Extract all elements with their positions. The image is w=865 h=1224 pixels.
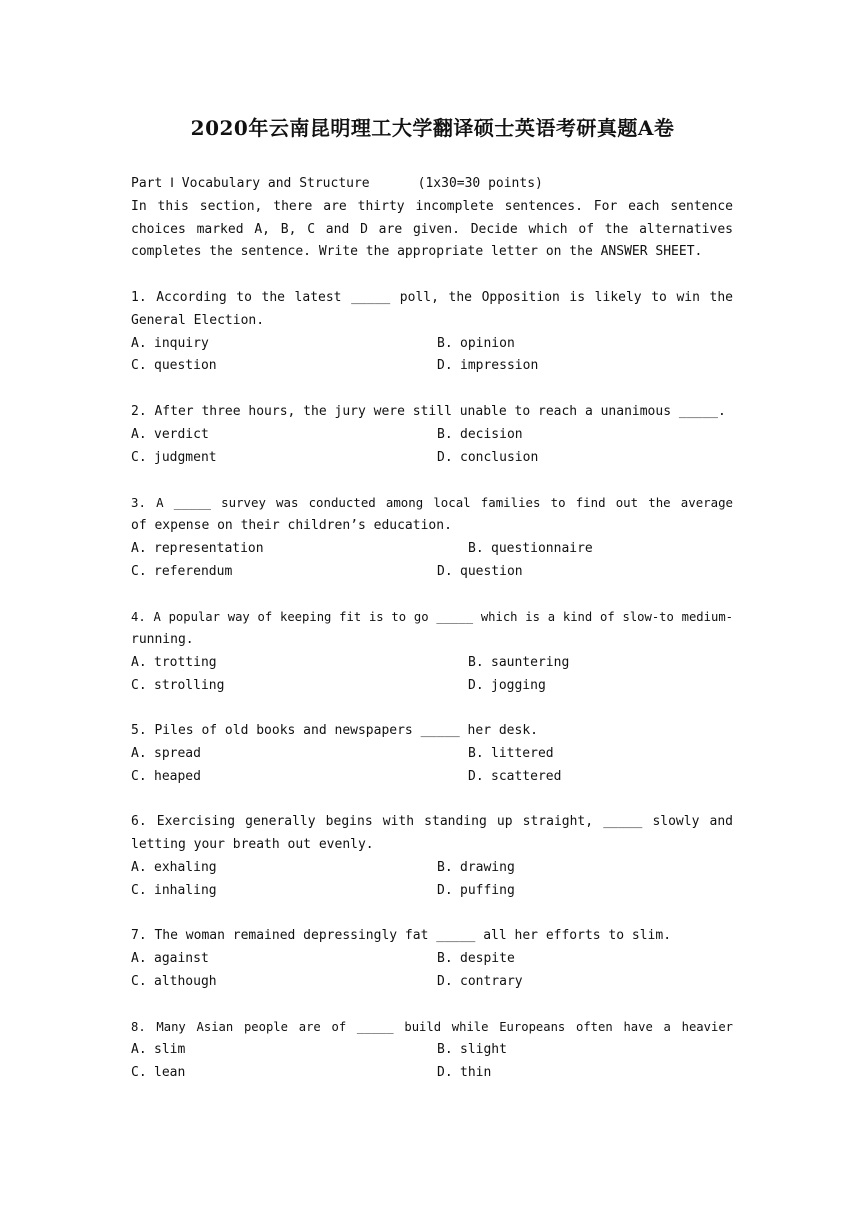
question-options — [131, 743, 733, 789]
question-8 — [131, 1016, 733, 1084]
option-c: C. referendum — [131, 563, 233, 579]
part-heading-line — [131, 173, 733, 196]
question-options — [131, 948, 733, 994]
question-options — [131, 333, 733, 379]
option-d: D. thin — [437, 1065, 492, 1081]
question-options — [131, 1039, 733, 1085]
question-text: 6. Exercising generally begins with standing up straight, _____ slowly and — [131, 814, 733, 830]
option-a: A. spread — [131, 745, 201, 761]
option-b: B. decision — [437, 426, 523, 442]
question-text: running. — [131, 631, 194, 647]
exam-content — [131, 173, 733, 1085]
question-1 — [131, 287, 733, 378]
question-text: 8. Many Asian people are of _____ build while Europeans often have a heavier — [131, 1020, 733, 1035]
option-a: A. verdict — [131, 426, 209, 442]
question-4 — [131, 606, 733, 697]
question-5 — [131, 720, 733, 788]
question-2 — [131, 401, 733, 469]
question-options — [131, 857, 733, 903]
option-b: B. sauntering — [468, 654, 570, 670]
option-c: C. although — [131, 973, 217, 989]
option-c: C. strolling — [131, 677, 225, 693]
question-3 — [131, 492, 733, 583]
option-d: D. scattered — [468, 768, 562, 784]
question-text: of expense on their children’s education. — [131, 517, 452, 533]
option-b: B. opinion — [437, 335, 515, 351]
instruction-line: In this section, there are thirty incomplete sentences. For each sentence — [131, 198, 733, 214]
page-title: 2020年云南昆明理工大学翻译硕士英语考研真题A卷 — [190, 116, 675, 140]
option-d: D. conclusion — [437, 449, 539, 465]
option-b: B. questionnaire — [468, 540, 593, 556]
part-points: (1x30=30 points) — [417, 176, 543, 191]
option-c: C. inhaling — [131, 882, 217, 898]
question-text: 7. The woman remained depressingly fat _____ all her efforts to slim. — [131, 928, 672, 944]
question-text: General Election. — [131, 312, 265, 328]
option-d: D. question — [437, 563, 523, 579]
option-d: D. puffing — [437, 882, 515, 898]
option-d: D. contrary — [437, 973, 523, 989]
part-heading: Part Ⅰ Vocabulary and Structure — [131, 176, 370, 191]
option-c: C. question — [131, 358, 217, 374]
option-c: C. judgment — [131, 449, 217, 465]
question-text: 5. Piles of old books and newspapers _____ her desk. — [131, 723, 538, 739]
option-d: D. jogging — [468, 677, 546, 693]
instruction-line: choices marked A, B, C and D are given. Decide which of the alternatives — [131, 221, 733, 237]
option-d: D. impression — [437, 358, 539, 374]
option-b: B. drawing — [437, 859, 515, 875]
option-a: A. against — [131, 951, 209, 967]
option-b: B. slight — [437, 1042, 507, 1058]
option-c: C. heaped — [131, 768, 201, 784]
question-options — [131, 538, 733, 584]
question-text: 2. After three hours, the jury were still unable to reach a unanimous _____. — [131, 403, 726, 419]
option-c: C. lean — [131, 1065, 186, 1081]
option-b: B. despite — [437, 951, 515, 967]
question-text: 1. According to the latest _____ poll, the Opposition is likely to win the — [131, 289, 733, 305]
option-a: A. slim — [131, 1042, 186, 1058]
instruction-line: completes the sentence. Write the appropriate letter on the ANSWER SHEET. — [131, 244, 703, 260]
question-7 — [131, 925, 733, 993]
question-text: 3. A _____ survey was conducted among local families to find out the average — [131, 495, 733, 511]
option-b: B. littered — [468, 745, 554, 761]
option-a: A. inquiry — [131, 335, 209, 351]
question-text: 4. A popular way of keeping fit is to go _____ which is a kind of slow-to medium- — [131, 610, 733, 625]
question-6 — [131, 811, 733, 902]
question-options — [131, 424, 733, 470]
option-a: A. exhaling — [131, 859, 217, 875]
question-text: letting your breath out evenly. — [131, 837, 374, 853]
option-a: A. trotting — [131, 654, 217, 670]
question-options — [131, 652, 733, 698]
option-a: A. representation — [131, 540, 264, 556]
